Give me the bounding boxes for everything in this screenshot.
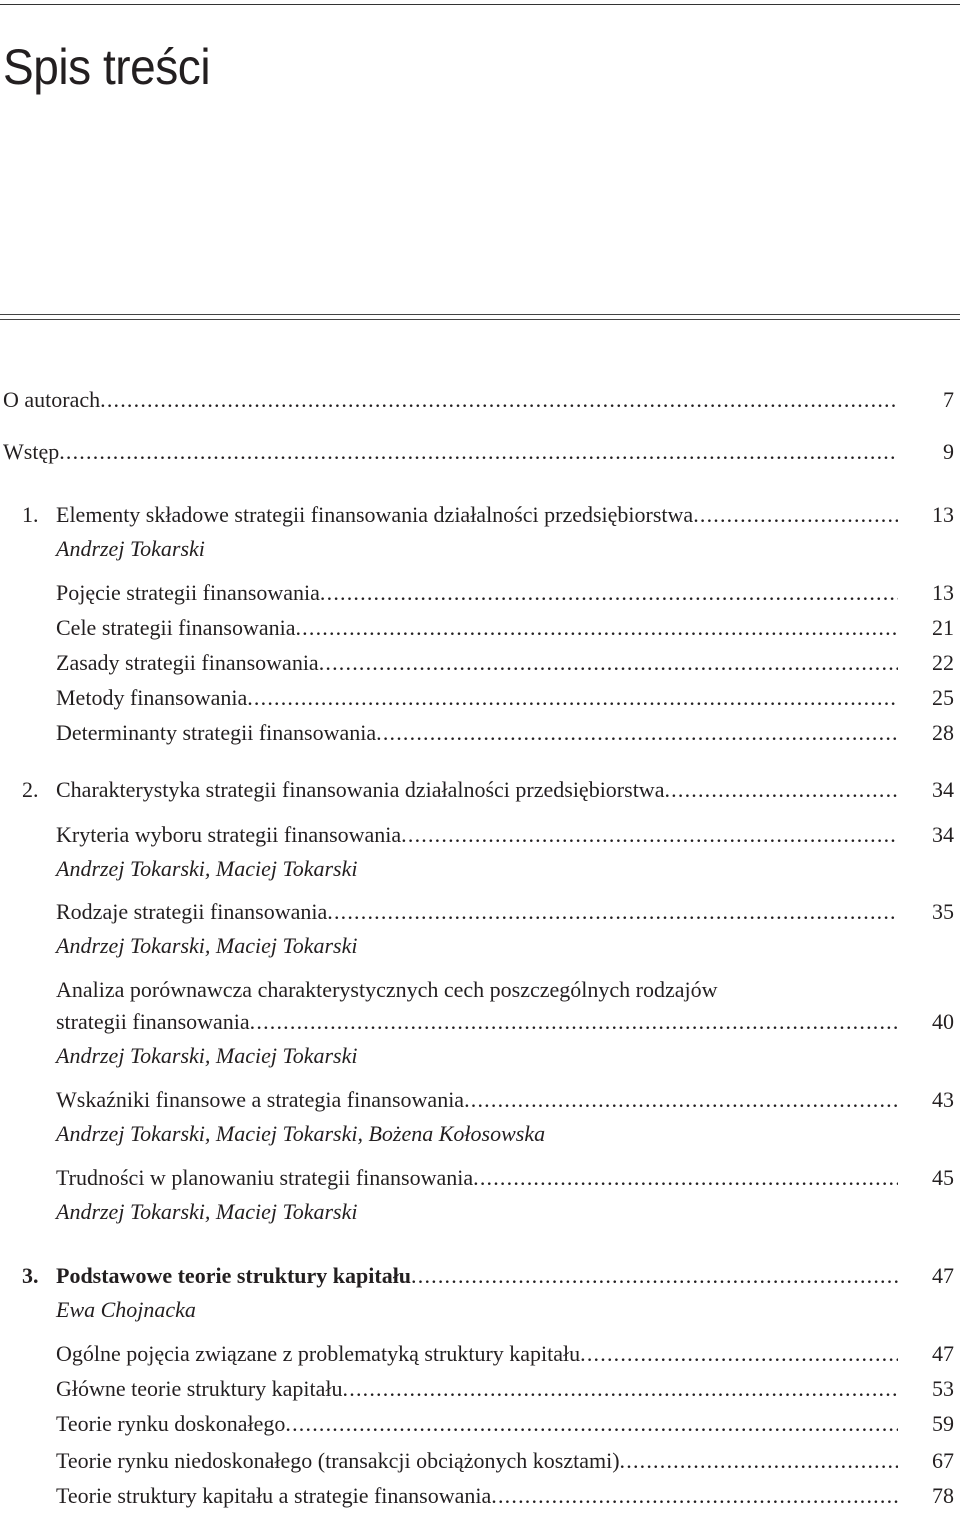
toc-entry-text: Wskaźniki finansowe a strategia finansowania [56,1087,465,1112]
toc-page-number: 25 [932,685,954,710]
double-rule [0,314,960,320]
toc-entry-text: Pojęcie strategii finansowania [56,580,320,605]
toc-entry-text: Teorie struktury kapitału a strategie finansowania [56,1483,492,1508]
toc-page-number: 45 [932,1165,954,1190]
dot-leader [285,1407,898,1441]
toc-entry-text: Teorie rynku doskonałego [56,1411,286,1436]
toc-section[interactable] [0,1407,960,1441]
page-title: Spis treści [3,39,211,95]
toc-chapter-1[interactable] [0,498,960,532]
dot-leader [580,1337,898,1371]
toc-section[interactable] [0,1083,960,1117]
toc-section-line1[interactable]: Analiza porównawcza charakterystycznych cech poszczególnych rodzajów [56,977,718,1002]
toc-section[interactable] [0,1372,960,1406]
dot-leader [401,818,898,852]
chapter-number: 1. [22,502,39,527]
toc-entry-text: Rodzaje strategii finansowania [56,899,328,924]
section-author: Andrzej Tokarski, Maciej Tokarski [56,856,358,881]
toc-entry-text: Elementy składowe strategii finansowania działalności przedsiębiorstwa [56,502,694,527]
dot-leader [473,1161,898,1195]
chapter-author: Ewa Chojnacka [56,1297,196,1322]
toc-entry-text: Charakterystyka strategii finansowania działalności przedsiębiorstwa [56,777,665,802]
dot-leader [250,1005,898,1039]
toc-page-number: 47 [932,1341,954,1366]
toc-entry-text: strategii finansowania [56,1009,250,1034]
toc-section[interactable] [0,1005,960,1039]
toc-page-number: 53 [932,1376,954,1401]
toc-page-number: 35 [932,899,954,924]
dot-leader [327,895,898,929]
top-rule [0,4,960,5]
toc-entry-text: Główne teorie struktury kapitału [56,1376,343,1401]
toc-page-number: 13 [932,580,954,605]
toc-entry-text: Cele strategii finansowania [56,615,296,640]
toc-section[interactable] [0,1479,960,1513]
toc-entry-text: Kryteria wyboru strategii finansowania [56,822,402,847]
dot-leader [295,611,898,645]
toc-page-number: 28 [932,720,954,745]
toc-page-number: 9 [943,439,954,464]
dot-leader [411,1259,898,1293]
dot-leader [319,646,898,680]
dot-leader [464,1083,898,1117]
dot-leader [100,383,898,417]
dot-leader [491,1479,898,1513]
toc-entry-text: Zasady strategii finansowania [56,650,319,675]
dot-leader [376,716,898,750]
toc-entry-text: O autorach [3,387,101,412]
section-author: Andrzej Tokarski, Maciej Tokarski, Bożena Kołosowska [56,1121,546,1146]
toc-section[interactable] [0,611,960,645]
toc-section[interactable] [0,895,960,929]
chapter-number: 2. [22,777,39,802]
toc-section[interactable] [0,681,960,715]
toc-page-number: 43 [932,1087,954,1112]
toc-entry-text: Wstęp [3,439,60,464]
toc-page-number: 34 [932,777,954,802]
toc-page-number: 34 [932,822,954,847]
dot-leader [693,498,898,532]
toc-page-number: 21 [932,615,954,640]
toc-entry-text: Determinanty strategii finansowania [56,720,377,745]
dot-leader [247,681,898,715]
toc-section[interactable] [0,646,960,680]
toc-page-number: 67 [932,1448,954,1473]
toc-section[interactable] [0,576,960,610]
toc-entry-text: Podstawowe teorie struktury kapitału [56,1263,412,1288]
toc-section[interactable] [0,716,960,750]
chapter-author: Andrzej Tokarski [56,536,205,561]
toc-entry-text: Ogólne pojęcia związane z problematyką struktury kapitału [56,1341,581,1366]
dot-leader [59,435,898,469]
toc-page-number: 13 [932,502,954,527]
dot-leader [620,1444,898,1478]
toc-section[interactable] [0,818,960,852]
dot-leader [343,1372,898,1406]
chapter-number: 3. [22,1263,39,1288]
toc-page-number: 78 [932,1483,954,1508]
toc-page-number: 22 [932,650,954,675]
toc-entry-o-autorach[interactable] [0,383,960,417]
toc-entry-text: Teorie rynku niedoskonałego (transakcji obciążonych kosztami) [56,1448,620,1473]
section-author: Andrzej Tokarski, Maciej Tokarski [56,933,358,958]
toc-section[interactable] [0,1444,960,1478]
toc-entry-wstep[interactable] [0,435,960,469]
toc-page-number: 59 [932,1411,954,1436]
toc-chapter-2[interactable] [0,773,960,807]
dot-leader [320,576,898,610]
section-author: Andrzej Tokarski, Maciej Tokarski [56,1043,358,1068]
toc-chapter-3[interactable] [0,1259,960,1293]
toc-entry-text: Trudności w planowaniu strategii finansowania [56,1165,474,1190]
toc-section[interactable] [0,1161,960,1195]
toc-entry-text: Metody finansowania [56,685,248,710]
toc-page-number: 47 [932,1263,954,1288]
toc-page-number: 40 [932,1009,954,1034]
toc-section[interactable] [0,1337,960,1371]
dot-leader [664,773,898,807]
section-author: Andrzej Tokarski, Maciej Tokarski [56,1199,358,1224]
toc-page-number: 7 [943,387,954,412]
